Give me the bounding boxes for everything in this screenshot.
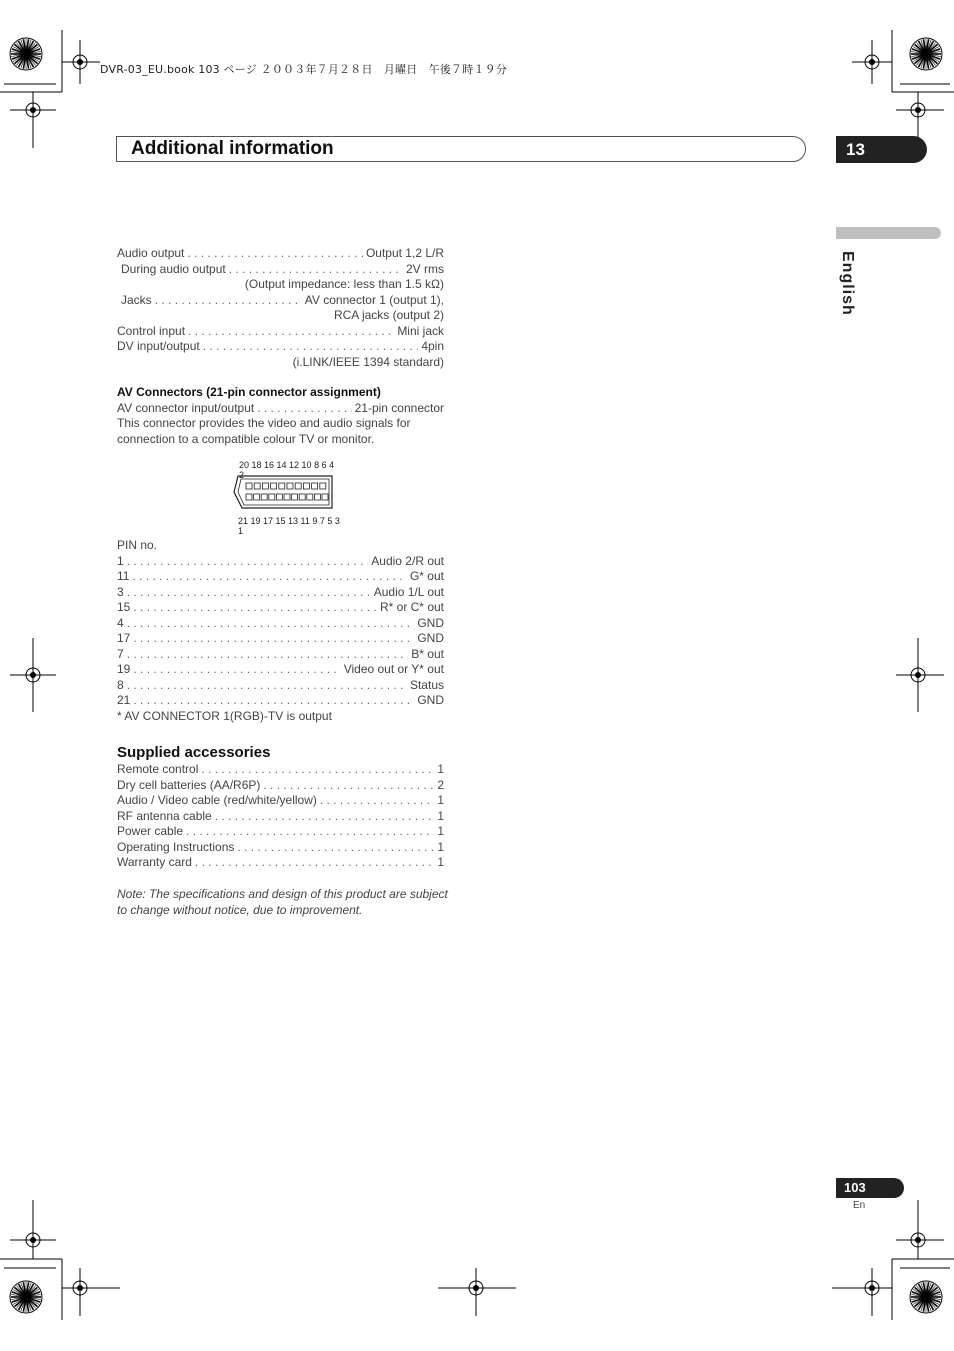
spec-label: Audio output [117, 246, 185, 260]
connector-pin [322, 494, 328, 500]
spec-label: During audio output [121, 261, 226, 276]
spec-label: DV input/output [117, 339, 200, 353]
connector-pin [287, 483, 293, 489]
pin-footnote: * AV CONNECTOR 1(RGB)-TV is output [117, 708, 332, 723]
accessories-section [117, 744, 444, 871]
pin-signal: R* or C* out [379, 600, 444, 614]
connector-pin [269, 494, 275, 500]
pin-signal: GND [417, 615, 444, 630]
accessory-name: Remote control [117, 762, 199, 776]
pin-row [117, 647, 444, 663]
connector-pin [279, 483, 285, 489]
pin-signal: Audio 2/R out [371, 553, 444, 568]
accessory-quantity: 2 [437, 777, 444, 792]
pin-number: 1 [117, 553, 124, 568]
spec-label: Jacks [121, 292, 152, 307]
pin-number: 4 [117, 615, 124, 630]
connector-pin [262, 483, 268, 489]
accessory-name: RF antenna cable [117, 808, 212, 823]
specifications-note: Note: The specifications and design of this product are subject to change without notice, due to improvement. [117, 887, 448, 917]
accessory-quantity: 1 [437, 793, 444, 807]
page-language-code: En [853, 1200, 866, 1211]
av-connectors-section [117, 385, 444, 447]
pin-number: 21 [117, 693, 131, 707]
connector-pin [292, 494, 298, 500]
connector-pin [284, 494, 290, 500]
accessory-name: Operating Instructions [117, 839, 235, 854]
spec-row-during-audio-output [117, 262, 444, 278]
pin-row [117, 662, 444, 678]
pin-row [117, 600, 444, 616]
pin-number: 8 [117, 677, 124, 692]
connector-pin [299, 494, 305, 500]
section-title: Additional information [131, 138, 334, 159]
pin-number: 11 [117, 569, 130, 583]
accessory-quantity: 1 [437, 855, 444, 869]
accessory-name: Power cable [117, 824, 184, 838]
accessory-row [117, 855, 444, 871]
pin-row [117, 569, 444, 585]
pin-signal: G* out [409, 569, 444, 583]
pin-row [117, 585, 444, 601]
accessory-quantity: 1 [437, 762, 444, 776]
accessory-name: Warranty card [117, 855, 192, 869]
connector-pin [307, 494, 313, 500]
connector-pin [254, 483, 260, 489]
language-label: English [839, 251, 856, 316]
spec-value: Output 1,2 L/R [365, 246, 444, 260]
pin-row [117, 693, 444, 709]
connector-pin [261, 494, 267, 500]
connector-pin [314, 494, 320, 500]
accessory-row [117, 762, 444, 778]
accessory-name: Audio / Video cable (red/white/yellow) [117, 793, 317, 807]
pin-row [117, 554, 444, 570]
accessory-row [117, 840, 444, 856]
spec-row-jacks [117, 293, 444, 309]
spec-value: Mini jack [397, 323, 444, 338]
connector-pin [320, 483, 326, 489]
spec-dv-standard: (i.LINK/IEEE 1394 standard) [292, 354, 444, 369]
av-connectors-heading: AV Connectors (21-pin connector assignment) [117, 385, 381, 399]
connector-top-pin-numbers: 20 18 16 14 12 10 8 6 4 2 [239, 460, 335, 480]
page-number-tab: 103 [836, 1178, 904, 1198]
connector-pin [303, 483, 309, 489]
chapter-number-tab: 13 [836, 136, 927, 163]
spec-row-audio-output [117, 246, 444, 262]
pin-signal: B* out [411, 646, 444, 661]
pin-heading: PIN no. [117, 538, 158, 552]
accessory-row [117, 809, 444, 825]
pin-signal: GND [417, 693, 444, 707]
pin-signal: Audio 1/L out [373, 584, 444, 599]
connector-bottom-pin-numbers: 21 19 17 15 13 11 9 7 5 3 1 [238, 516, 340, 536]
pin-row [117, 631, 444, 647]
pin-signal: Status [409, 677, 444, 692]
spec-value: 2V rms [405, 261, 444, 276]
spec-value: 21-pin connector [354, 400, 444, 415]
pin-number: 19 [117, 662, 131, 676]
spec-jacks-cont: RCA jacks (output 2) [333, 308, 444, 322]
accessory-quantity: 1 [437, 808, 444, 823]
accessory-row [117, 793, 444, 809]
spec-row-av-io [117, 401, 444, 417]
av-description: This connector provides the video and audio signals for connection to a compatible colour TV or monitor. [117, 416, 411, 446]
pin-number: 3 [117, 584, 124, 599]
scart-connector-diagram [232, 474, 336, 512]
accessory-row [117, 778, 444, 794]
pin-row [117, 678, 444, 694]
pin-number: 7 [117, 646, 124, 661]
pin-signal: GND [417, 631, 444, 645]
spec-label: AV connector input/output [117, 400, 255, 415]
accessory-quantity: 1 [437, 839, 444, 854]
pin-assignment-list [117, 538, 444, 724]
pin-row [117, 616, 444, 632]
accessories-heading: Supplied accessories [117, 744, 271, 761]
pin-number: 15 [117, 600, 131, 614]
connector-pin [312, 483, 318, 489]
spec-label: Control input [117, 323, 186, 338]
spec-impedance: (Output impedance: less than 1.5 kΩ) [244, 277, 444, 291]
connector-pin [254, 494, 260, 500]
spec-row-control-input [117, 324, 444, 340]
spec-value: 4pin [421, 339, 444, 353]
language-tab-bar [836, 227, 941, 239]
print-slug: DVR-03_EU.book 103 ページ ２００３年７月２８日 月曜日 午後７時１９分 [100, 63, 508, 76]
accessory-row [117, 824, 444, 840]
connector-pin [271, 483, 277, 489]
spec-row-dv-io [117, 339, 444, 355]
pin-number: 17 [117, 631, 131, 645]
audio-specs [117, 246, 444, 370]
connector-pin [276, 494, 282, 500]
connector-pin [246, 483, 252, 489]
spec-value: AV connector 1 (output 1), [304, 292, 444, 307]
connector-pin [246, 494, 252, 500]
connector-pin [295, 483, 301, 489]
accessory-quantity: 1 [437, 824, 444, 838]
accessory-name: Dry cell batteries (AA/R6P) [117, 777, 261, 792]
pin-signal: Video out or Y* out [343, 662, 444, 676]
